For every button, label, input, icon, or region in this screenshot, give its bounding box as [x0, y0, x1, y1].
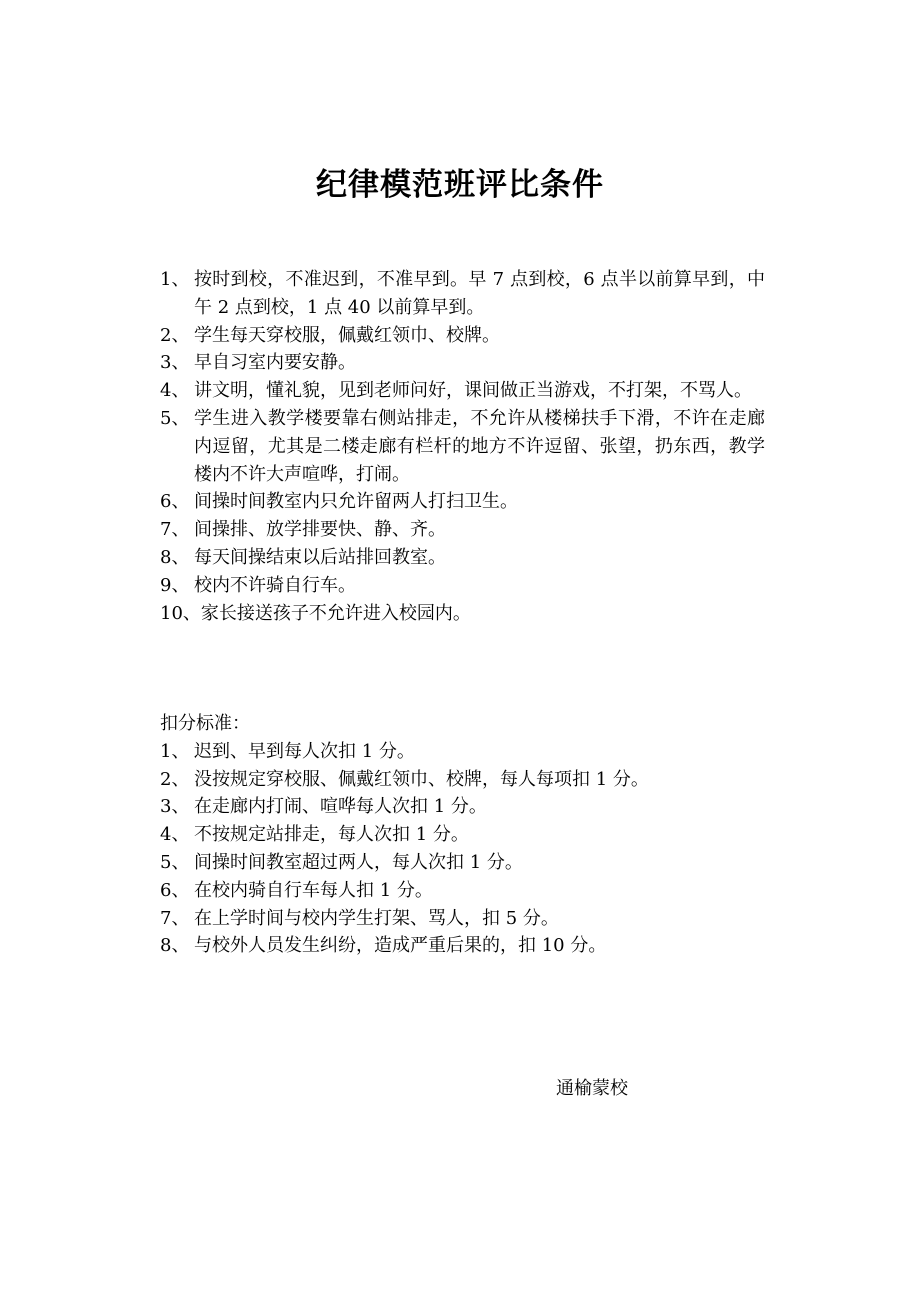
rule-number: 1、	[160, 269, 190, 290]
rule-text: 学生进入教学楼要靠右侧站排走，不允许从楼梯扶手下滑，不许在走廊内逗留，尤其是二楼走廊有栏杆的地方不许逗留、张望，扔东西，教学楼内不许大声喧哗，打闹。	[194, 407, 765, 485]
deduction-item	[160, 821, 765, 849]
rule-text: 讲文明，懂礼貌，见到老师问好，课间做正当游戏，不打架，不骂人。	[194, 380, 752, 402]
rule-number: 2、	[160, 324, 190, 346]
rule-item	[160, 322, 765, 350]
rule-text: 学生每天穿校服，佩戴红领巾、校牌。	[194, 324, 500, 346]
deduction-number: 3、	[160, 796, 190, 818]
deduction-text: 在走廊内打闹、喧哗每人次扣 1 分。	[194, 796, 487, 818]
rule-item	[160, 266, 765, 322]
deduction-text: 迟到、早到每人次扣 1 分。	[194, 740, 415, 762]
rule-number: 9、	[160, 574, 190, 596]
school-signature: 通榆蒙校	[556, 1078, 628, 1099]
rule-text: 间操时间教室内只允许留两人打扫卫生。	[194, 491, 518, 513]
document-title: 纪律模范班评比条件	[316, 167, 604, 203]
rule-text: 按时到校，不准迟到，不准早到。早 7 点到校，6 点半以前算早到，中午 2 点到校，1 点 40 以前算早到。	[194, 269, 765, 318]
rule-number: 5、	[160, 407, 190, 429]
deduction-item	[160, 849, 765, 877]
rule-number: 3、	[160, 352, 190, 374]
rule-number: 4、	[160, 380, 190, 402]
deductions-heading: 扣分标准：	[160, 713, 250, 734]
rule-item	[160, 516, 765, 544]
rule-item	[160, 488, 765, 516]
rule-number: 7、	[160, 519, 190, 541]
deduction-item	[160, 932, 765, 960]
rule-number: 6、	[160, 491, 190, 513]
deduction-text: 不按规定站排走，每人次扣 1 分。	[194, 824, 469, 846]
deduction-item	[160, 738, 765, 766]
rule-item	[160, 600, 765, 628]
deduction-item	[160, 905, 765, 933]
deduction-item	[160, 766, 765, 794]
deduction-item	[160, 877, 765, 905]
rule-text: 早自习室内要安静。	[194, 352, 356, 374]
deduction-number: 4、	[160, 824, 190, 846]
rule-text: 家长接送孩子不允许进入校园内。	[200, 602, 471, 624]
rule-item	[160, 377, 765, 405]
rule-text: 校内不许骑自行车。	[194, 574, 356, 596]
deduction-text: 在校内骑自行车每人扣 1 分。	[194, 879, 433, 901]
deduction-text: 没按规定穿校服、佩戴红领巾、校牌，每人每项扣 1 分。	[194, 768, 649, 790]
rule-text: 每天间操结束以后站排回教室。	[194, 546, 446, 568]
rule-item	[160, 405, 765, 488]
deduction-number: 6、	[160, 879, 190, 901]
deduction-text: 在上学时间与校内学生打架、骂人，扣 5 分。	[194, 907, 559, 929]
rule-text: 间操排、放学排要快、静、齐。	[194, 519, 446, 541]
deduction-text: 与校外人员发生纠纷，造成严重后果的，扣 10 分。	[194, 935, 607, 957]
deduction-text: 间操时间教室超过两人，每人次扣 1 分。	[194, 851, 523, 873]
rule-number: 10、	[160, 602, 201, 624]
rule-number: 8、	[160, 546, 190, 568]
deduction-number: 7、	[160, 907, 190, 929]
rule-item	[160, 572, 765, 600]
rules-list	[160, 266, 765, 627]
deductions-section	[160, 710, 765, 960]
deduction-item	[160, 793, 765, 821]
deduction-number: 5、	[160, 851, 190, 873]
deduction-number: 1、	[160, 740, 190, 762]
rule-item	[160, 544, 765, 572]
deduction-number: 8、	[160, 935, 190, 957]
deduction-number: 2、	[160, 768, 190, 790]
rule-item	[160, 349, 765, 377]
